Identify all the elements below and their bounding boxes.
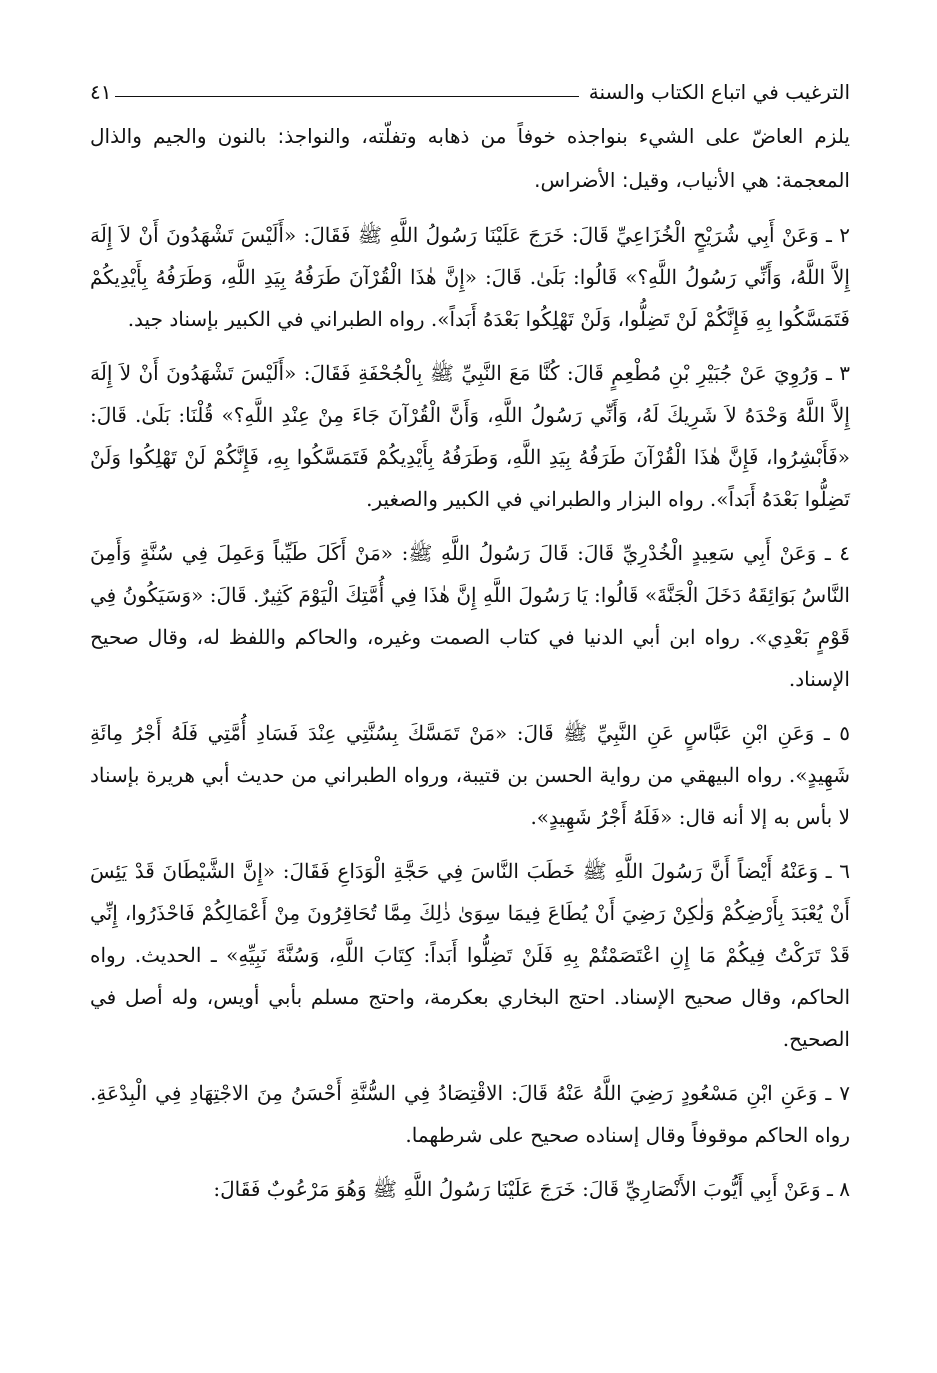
hadith-paragraph-7: ٧ ـ وَعَنِ ابْنِ مَسْعُودٍ رَضِيَ اللَّهُ عَنْهُ قَالَ: الاقْتِصَادُ فِي السُّنَّةِ أَحْسَنُ مِنَ الاجْتِهَادِ فِي الْبِدْعَةِ. رواه الحاكم موقوفاً وقال إسناده صحيح على شرطهما. bbox=[90, 1081, 850, 1147]
running-header bbox=[90, 66, 850, 106]
hadith-paragraph-3: ٣ ـ وَرُوِيَ عَنْ جُبَيْرِ بْنِ مُطْعِمٍ قَالَ: كُنَّا مَعَ النَّبِيِّ ﷺ بِالْجُحْفَةِ فَقَالَ: «أَلَيْسَ تَشْهَدُونَ أَنْ لاَ إِلَهَ إِلاَّ اللَّهُ وَحْدَهُ لاَ شَرِيكَ لَهُ، وَأَنِّي رَسُولُ اللَّهِ، وَأَنَّ الْقُرْآنَ جَاءَ مِنْ عِنْدِ اللَّهِ؟» قُلْنَا: بَلَىٰ. قَالَ: «فَأَبْشِرُوا، فَإِنَّ هٰذَا الْقُرْآنَ طَرَفُهُ بِيَدِ اللَّهِ، وَطَرَفُهُ بِأَيْدِيكُمْ فَتَمَسَّكُوا بِهِ، فَإِنَّكُمْ لَنْ تَهْلِكُوا وَلَنْ تَضِلُّوا بَعْدَهُ أَبَداً». رواه البزار والطبراني في الكبير والصغير. bbox=[90, 361, 850, 511]
page-body bbox=[90, 114, 850, 1210]
hadith-paragraph-5: ٥ ـ وَعَنِ ابْنِ عَبَّاسٍ عَنِ النَّبِيِّ ﷺ قَالَ: «مَنْ تَمَسَّكَ بِسُنَّتِي عِنْدَ فَسَادِ أُمَّتِي فَلَهُ أَجْرُ مِائَةِ شَهِيدٍ». رواه البيهقي من رواية الحسن بن قتيبة، ورواه الطبراني من حديث أبي هريرة بإسناد لا بأس به إلا أنه قال: «فَلَهُ أَجْرُ شَهِيدٍ». bbox=[90, 721, 851, 829]
hadith-paragraph-2: ٢ ـ وَعَنْ أَبِي شُرَيْحٍ الْخُزَاعِيِّ قَالَ: خَرَجَ عَلَيْنَا رَسُولُ اللَّهِ ﷺ فَقَالَ: «أَلَيْسَ تَشْهَدُونَ أَنْ لاَ إِلَهَ إِلاَّ اللَّهُ، وَأَنِّي رَسُولُ اللَّهِ؟» قَالُوا: بَلَىٰ. قَالَ: «إِنَّ هٰذَا الْقُرْآنَ طَرَفُهُ بِيَدِ اللَّهِ، وَطَرَفُهُ بِأَيْدِيكُمْ فَتَمَسَّكُوا بِهِ فَإِنَّكُمْ لَنْ تَضِلُّوا، وَلَنْ تَهْلِكُوا بَعْدَهُ أَبَداً». رواه الطبراني في الكبير بإسناد جيد. bbox=[90, 223, 850, 331]
header-rule bbox=[115, 96, 578, 97]
running-title: الترغيب في اتباع الكتاب والسنة bbox=[588, 80, 850, 104]
hadith-paragraph-8: ٨ ـ وَعَنْ أَبِي أَيُّوبَ الأَنْصَارِيِّ قَالَ: خَرَجَ عَلَيْنَا رَسُولُ اللَّهِ ﷺ وَهُوَ مَرْعُوبٌ فَقَالَ: bbox=[213, 1177, 850, 1201]
page-number: ٤١ bbox=[90, 80, 112, 104]
book-page bbox=[90, 66, 850, 1346]
paragraph-continuation: يلزم العاضّ على الشيء بنواجذه خوفاً من ذهابه وتفلّته، والنواجذ: بالنون والجيم والذال المعجمة: هي الأنياب، وقيل: الأضراس. bbox=[90, 124, 850, 192]
hadith-paragraph-4: ٤ ـ وَعَنْ أَبِي سَعِيدٍ الْخُدْرِيِّ قَالَ: قَالَ رَسُولُ اللَّهِ ﷺ: «مَنْ أَكَلَ طَيِّباً وَعَمِلَ فِي سُنَّةٍ وَأَمِنَ النَّاسُ بَوَائِقَهُ دَخَلَ الْجَنَّةَ» قَالُوا: يَا رَسُولَ اللَّهِ إِنَّ هٰذَا فِي أُمَّتِكَ الْيَوْمَ كَثِيرٌ. قَالَ: «وَسَيَكُونُ فِي قَوْمٍ بَعْدِي». رواه ابن أبي الدنيا في كتاب الصمت وغيره، والحاكم واللفظ له، وقال صحيح الإسناد. bbox=[90, 541, 850, 691]
hadith-paragraph-6: ٦ ـ وَعَنْهُ أَيْضاً أَنَّ رَسُولَ اللَّهِ ﷺ خَطَبَ النَّاسَ فِي حَجَّةِ الْوَدَاعِ فَقَالَ: «إِنَّ الشَّيْطَانَ قَدْ يَئِسَ أَنْ يُعْبَدَ بِأَرْضِكُمْ وَلٰكِنْ رَضِيَ أَنْ يُطَاعَ فِيمَا سِوَىٰ ذٰلِكَ مِمَّا تُحَاقِرُونَ مِنْ أَعْمَالِكُمْ فَاحْذَرُوا، إِنِّي قَدْ تَرَكْتُ فِيكُمْ مَا إِنِ اعْتَصَمْتُمْ بِهِ فَلَنْ تَضِلُّوا أَبَداً: كِتَابَ اللَّهِ، وَسُنَّةَ نَبِيِّهِ» ـ الحديث. رواه الحاكم، وقال صحيح الإسناد. احتج البخاري بعكرمة، واحتج مسلم بأبي أويس، وله أصل في الصحيح. bbox=[90, 859, 851, 1051]
